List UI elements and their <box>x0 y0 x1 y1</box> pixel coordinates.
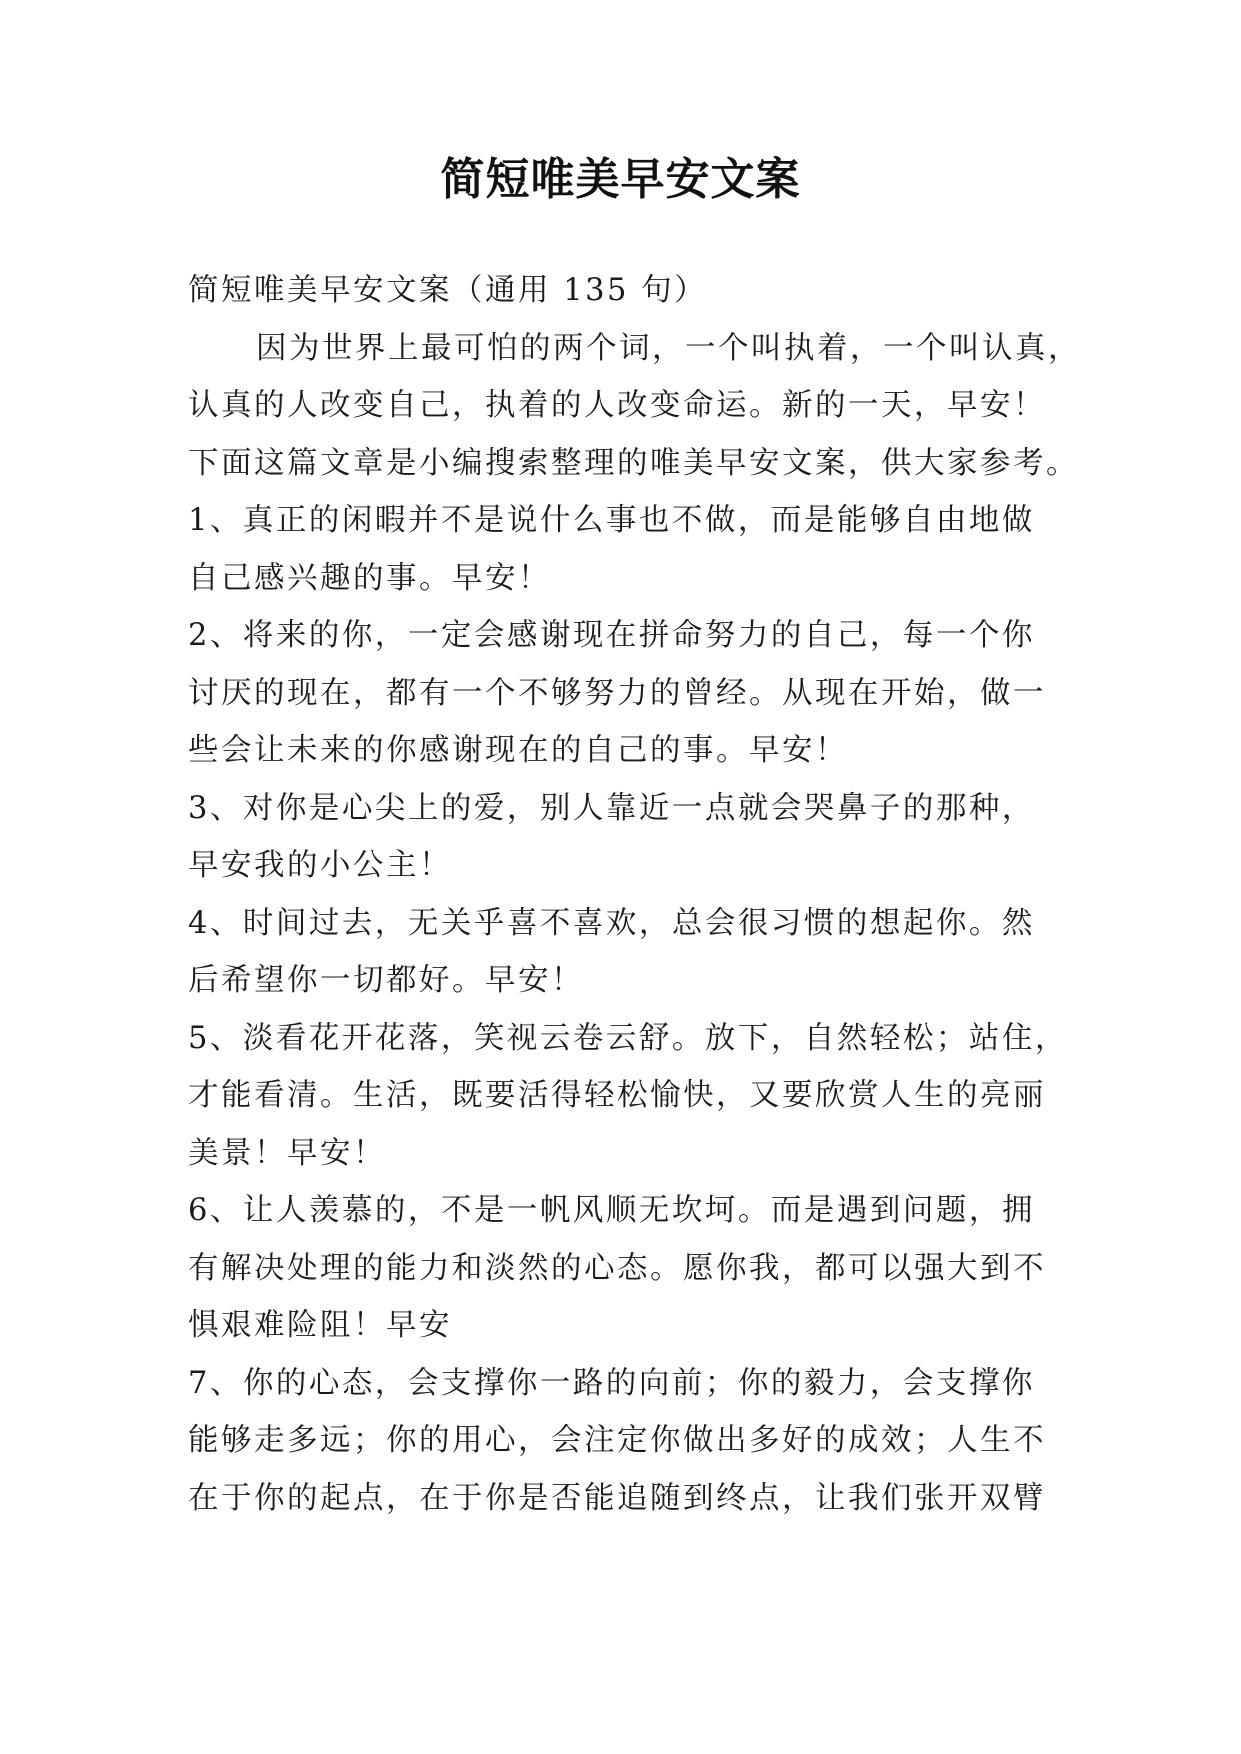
list-item-line: 1、真正的闲暇并不是说什么事也不做，而是能够自由地做 <box>188 503 1035 538</box>
document-body <box>188 262 1081 1527</box>
list-item-line: 美景！早安！ <box>188 1135 386 1171</box>
list-item-2 <box>188 607 1068 780</box>
list-item-line: 才能看清。生活，既要活得轻松愉快，又要欣赏人生的亮丽 <box>188 1078 1046 1113</box>
subtitle-paragraph <box>188 262 1068 320</box>
document-title: 简短唯美早安文案 <box>440 154 801 205</box>
list-item-6 <box>188 1182 1068 1355</box>
list-item-line: 7、你的心态，会支撑你一路的向前；你的毅力，会支撑你 <box>188 1365 1035 1401</box>
list-item-line: 有解决处理的能力和淡然的心态。愿你我，都可以强大到不 <box>188 1250 1046 1286</box>
list-item-4 <box>188 895 1068 1010</box>
list-item-7 <box>188 1355 1068 1528</box>
intro-line: 下面这篇文章是小编搜索整理的唯美早安文案，供大家参考。 <box>188 445 1079 481</box>
list-item-line: 后希望你一切都好。早安！ <box>188 963 584 998</box>
list-item-line: 讨厌的现在，都有一个不够努力的曾经。从现在开始，做一 <box>188 675 1046 711</box>
list-item-5 <box>188 1010 1068 1183</box>
intro-line: 因为世界上最可怕的两个词，一个叫执着，一个叫认真， <box>256 330 1081 366</box>
list-item-line: 4、时间过去，无关乎喜不喜欢，总会很习惯的想起你。然 <box>188 905 1035 941</box>
list-item-line: 些会让未来的你感谢现在的自己的事。早安！ <box>188 733 848 768</box>
list-item-line: 3、对你是心尖上的爱，别人靠近一点就会哭鼻子的那种， <box>188 790 1035 826</box>
list-item-line: 在于你的起点，在于你是否能追随到终点，让我们张开双臂 <box>188 1480 1046 1516</box>
intro-line: 认真的人改变自己，执着的人改变命运。新的一天，早安！ <box>188 388 1046 423</box>
list-item-line: 2、将来的你，一定会感谢现在拼命努力的自己，每一个你 <box>188 618 1035 653</box>
subtitle-line: 简短唯美早安文案（通用 135 句） <box>188 273 708 308</box>
list-item-line: 5、淡看花开花落，笑视云卷云舒。放下，自然轻松；站住， <box>188 1020 1068 1056</box>
list-item-line: 惧艰难险阻！早安 <box>188 1308 452 1343</box>
list-item-line: 自己感兴趣的事。早安！ <box>188 560 551 596</box>
list-item-3 <box>188 780 1068 895</box>
list-item-line: 6、让人羡慕的，不是一帆风顺无坎坷。而是遇到问题，拥 <box>188 1193 1035 1228</box>
list-item-1 <box>188 492 1068 607</box>
list-item-line: 能够走多远；你的用心，会注定你做出多好的成效；人生不 <box>188 1423 1046 1458</box>
intro-paragraph <box>188 320 1081 493</box>
list-item-line: 早安我的小公主！ <box>188 848 452 883</box>
